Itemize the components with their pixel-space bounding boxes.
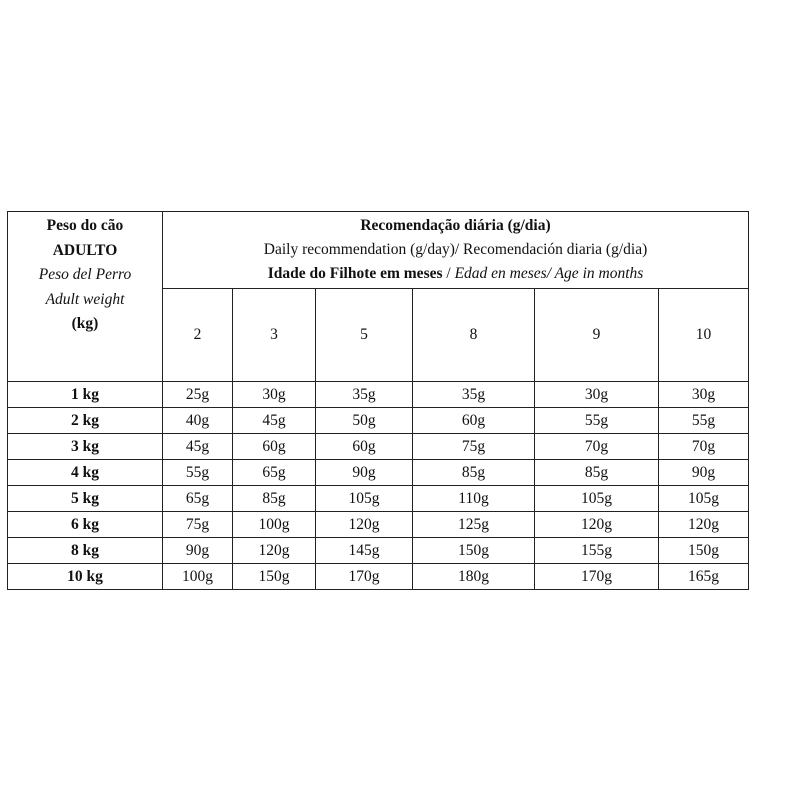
- daily-amount-cell: 110g: [413, 486, 535, 512]
- feeding-table: [7, 211, 749, 590]
- age-label-pt: Idade do Filhote em meses: [267, 265, 443, 282]
- daily-amount-cell: 60g: [316, 434, 413, 460]
- daily-amount-cell: 55g: [163, 460, 233, 486]
- daily-amount-cell: 45g: [163, 434, 233, 460]
- recommendation-subtitle: Daily recommendation (g/day)/ Recomendación diaria (g/dia): [263, 241, 648, 258]
- daily-amount-cell: 65g: [163, 486, 233, 512]
- daily-amount-cell: 100g: [163, 564, 233, 590]
- daily-amount-cell: 165g: [659, 564, 749, 590]
- month-header: 3: [233, 289, 316, 382]
- daily-amount-cell: 105g: [659, 486, 749, 512]
- daily-amount-cell: 150g: [413, 538, 535, 564]
- daily-amount-cell: 25g: [163, 382, 233, 408]
- daily-amount-cell: 150g: [233, 564, 316, 590]
- recommendation-header: [163, 212, 749, 289]
- dog-weight-cell: 2 kg: [8, 408, 163, 434]
- weight-header-adult: ADULTO: [52, 241, 118, 259]
- month-header: 9: [535, 289, 659, 382]
- daily-amount-cell: 30g: [535, 382, 659, 408]
- daily-amount-cell: 85g: [413, 460, 535, 486]
- month-header: 5: [316, 289, 413, 382]
- daily-amount-cell: 35g: [316, 382, 413, 408]
- daily-amount-cell: 170g: [535, 564, 659, 590]
- recommendation-title: Recomendação diária (g/dia): [360, 217, 551, 234]
- daily-amount-cell: 45g: [233, 408, 316, 434]
- weight-header-es: Peso del Perro: [38, 266, 132, 283]
- daily-amount-cell: 30g: [659, 382, 749, 408]
- table-row: [8, 460, 749, 486]
- age-label-separator: /: [442, 265, 455, 282]
- daily-amount-cell: 55g: [535, 408, 659, 434]
- daily-amount-cell: 145g: [316, 538, 413, 564]
- daily-amount-cell: 55g: [659, 408, 749, 434]
- table-row: [8, 564, 749, 590]
- month-header: 8: [413, 289, 535, 382]
- daily-amount-cell: 70g: [535, 434, 659, 460]
- daily-amount-cell: 105g: [316, 486, 413, 512]
- daily-amount-cell: 50g: [316, 408, 413, 434]
- dog-weight-cell: 1 kg: [8, 382, 163, 408]
- weight-header-en: Adult weight: [45, 290, 125, 308]
- daily-amount-cell: 125g: [413, 512, 535, 538]
- daily-amount-cell: 150g: [659, 538, 749, 564]
- weight-header-pt: Peso do cão: [46, 217, 124, 234]
- table-row: [8, 486, 749, 512]
- dog-weight-cell: 3 kg: [8, 434, 163, 460]
- daily-amount-cell: 155g: [535, 538, 659, 564]
- age-label: [163, 262, 748, 286]
- daily-amount-cell: 75g: [163, 512, 233, 538]
- daily-amount-cell: 100g: [233, 512, 316, 538]
- age-label-es-en: Edad en meses/ Age in months: [454, 265, 644, 282]
- dog-weight-cell: 8 kg: [8, 538, 163, 564]
- daily-amount-cell: 60g: [413, 408, 535, 434]
- daily-amount-cell: 120g: [233, 538, 316, 564]
- daily-amount-cell: 30g: [233, 382, 316, 408]
- daily-amount-cell: 180g: [413, 564, 535, 590]
- daily-amount-cell: 120g: [659, 512, 749, 538]
- table-row: [8, 538, 749, 564]
- daily-amount-cell: 105g: [535, 486, 659, 512]
- daily-amount-cell: 60g: [233, 434, 316, 460]
- table-row: [8, 408, 749, 434]
- table-row: [8, 512, 749, 538]
- dog-weight-cell: 6 kg: [8, 512, 163, 538]
- daily-amount-cell: 120g: [316, 512, 413, 538]
- daily-amount-cell: 75g: [413, 434, 535, 460]
- month-header: 10: [659, 289, 749, 382]
- dog-weight-cell: 10 kg: [8, 564, 163, 590]
- dog-weight-cell: 4 kg: [8, 460, 163, 486]
- table-row: [8, 434, 749, 460]
- daily-amount-cell: 40g: [163, 408, 233, 434]
- daily-amount-cell: 65g: [233, 460, 316, 486]
- daily-amount-cell: 85g: [233, 486, 316, 512]
- daily-amount-cell: 170g: [316, 564, 413, 590]
- daily-amount-cell: 70g: [659, 434, 749, 460]
- table-body: [8, 382, 749, 590]
- weight-header-unit: (kg): [71, 315, 99, 332]
- daily-amount-cell: 120g: [535, 512, 659, 538]
- daily-amount-cell: 90g: [163, 538, 233, 564]
- daily-amount-cell: 90g: [659, 460, 749, 486]
- weight-column-header: [8, 212, 163, 382]
- table-row: [8, 382, 749, 408]
- dog-weight-cell: 5 kg: [8, 486, 163, 512]
- daily-amount-cell: 85g: [535, 460, 659, 486]
- daily-amount-cell: 35g: [413, 382, 535, 408]
- daily-amount-cell: 90g: [316, 460, 413, 486]
- month-header: 2: [163, 289, 233, 382]
